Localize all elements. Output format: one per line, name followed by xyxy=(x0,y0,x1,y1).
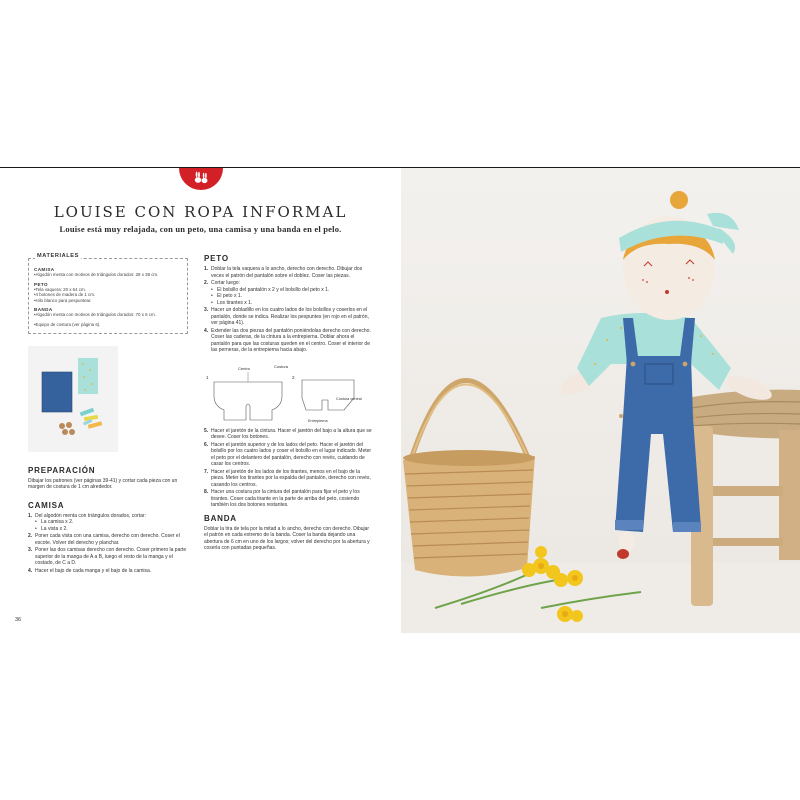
step-bullet: • La vista x 2. xyxy=(35,526,188,533)
fabric-supplies-photo xyxy=(28,346,118,452)
materials-group-head: PETO xyxy=(34,281,49,287)
step-text: Del algodón menta con triángulos dorados, cortar: xyxy=(35,512,146,519)
step-text: Doblar la tela vaquera a lo ancho, derecho con derecho. Dibujar dos veces el patrón del pantalón sobre el doblez. Coser las piezas. xyxy=(211,266,363,279)
step-text: Extender las dos piezas del pantalón poniéndolas derecho con derecho. Coser las caderas, de la cintura a la entrepierna. Doblar ahora el pantalón para que las costuras queden en el centro. Coser el interior de las perneras, de la entrepierna hacia abajo. xyxy=(211,327,371,353)
diagram-label-costura-central: Costura central xyxy=(336,396,362,401)
instruction-step xyxy=(28,513,188,533)
instruction-step xyxy=(204,469,372,489)
diagram-label-costura: Costura xyxy=(274,363,289,369)
step-text: Hacer el jaretón de los lados de los tirantes, menos en el bajo de la pieza. Meter los tirantes por la espalda del pantalón, derecho con revés, casando los centros. xyxy=(211,468,371,488)
instruction-step xyxy=(204,266,372,279)
materials-group xyxy=(34,322,182,328)
materials-line: • Algodón menta con motivos de triángulos dorados: 70 x 6 cm. xyxy=(34,312,182,318)
rabbit-logo-icon xyxy=(192,171,210,185)
instruction-step xyxy=(204,442,372,468)
instruction-step xyxy=(204,280,372,306)
camisa-heading: CAMISA xyxy=(28,500,65,510)
diagram-label-2: 2 xyxy=(292,374,295,380)
peto-steps-a xyxy=(204,266,372,354)
instruction-step xyxy=(28,533,188,546)
materials-group-head: CAMISA xyxy=(34,267,55,272)
step-number: 5. xyxy=(204,427,209,434)
left-page xyxy=(0,168,401,633)
step-number: 1. xyxy=(28,512,33,519)
pattern-piece-2 xyxy=(302,380,354,410)
materials-group xyxy=(34,307,182,318)
step-number: 2. xyxy=(204,280,209,286)
step-text: Hacer el jaretón superior y de los lados del peto. Hacer el jaretón del bolsillo por los cuatro lados y coser el bolsillo en el lugar indicado. Meter el peto por el delantero del pantalón, derecho con revés, cuidando de casar los centros. xyxy=(211,441,372,467)
step-number: 3. xyxy=(28,547,33,554)
step-text: Poner cada vista con una camisa, derecho con derecho. Coser el escote. Volver del derecho y planchar. xyxy=(35,533,180,546)
preparacion-text: Dibujar los patrones (ver páginas 39-41) y cortar cada pieza con un margen de costura de 1 cm alrededor. xyxy=(28,477,178,491)
materials-legend: MATERIALES xyxy=(37,253,79,259)
camisa-steps xyxy=(28,513,188,575)
page-subtitle: Louise está muy relajada, con un peto, una camisa y una banda en el pelo. xyxy=(59,224,342,234)
step-text: Hacer el jaretón de la cintura. Hacer el jaretón del bajo a la altura que se desee. Coser los botones. xyxy=(211,427,372,440)
materials-line: • Algodón menta con motivos de triángulos dorados: 28 x 38 cm. xyxy=(34,272,182,278)
step-number: 4. xyxy=(28,567,33,574)
step-number: 1. xyxy=(204,266,209,272)
step-text: Hacer una costura por la cintura del pantalón para fijar el peto y los tirantes. Coser cada tirante en la parte de arriba del peto, cosiendo también los dos botones restantes. xyxy=(211,489,360,508)
instruction-step xyxy=(28,547,188,567)
step-number: 8. xyxy=(204,489,209,495)
banda-section xyxy=(204,514,372,552)
step-bullet: • El peto x 1. xyxy=(211,293,372,300)
book-spread xyxy=(0,167,800,632)
left-column xyxy=(28,254,188,575)
materials-box xyxy=(28,253,188,334)
step-number: 3. xyxy=(204,307,209,313)
step-text: Poner las dos camisas derecho con derecho. Coser primero la parte superior de la manga de A a B, luego el resto de la manga y el costado, de C a D. xyxy=(35,547,187,567)
page-number: 36 xyxy=(15,617,22,623)
step-bullet: • Los tirantes x 1. xyxy=(211,300,372,307)
step-text: Hacer un dobladillo en los cuatro lados de los bolsillos y coserlos en el pantalón, donde se indica. Realizar los pespuntes (en rojo en el patrón, ver página 41). xyxy=(211,307,369,326)
step-number: 6. xyxy=(204,441,209,448)
right-column xyxy=(204,254,372,552)
page-title: LOUISE CON ROPA INFORMAL xyxy=(53,203,348,221)
banda-heading: BANDA xyxy=(204,513,237,523)
doll-photo xyxy=(401,168,800,633)
peto-heading: PETO xyxy=(204,254,229,263)
materials-group xyxy=(34,282,182,304)
step-bullet: • El bolsillo del pantalón x 2 y el bolsillo del peto x 1. xyxy=(211,287,372,294)
materials-line: • 4 botones de madera de 1 cm. xyxy=(34,292,182,298)
instruction-step xyxy=(204,307,372,327)
step-number: 7. xyxy=(204,468,209,475)
materials-line: • Hilo blanco para pespuntear. xyxy=(34,298,182,304)
materials-group xyxy=(34,267,182,278)
camisa-section xyxy=(28,501,188,575)
banda-text: Doblar la tira de tela por la mitad a lo ancho, derecho con derecho. Dibujar el patrón en cada extremo de la banda. Coser la banda dejando una abertura de 6 cm en uno de los largos; volver del derecho por la abertura y coserla con puntadas pequeñas. xyxy=(204,525,370,552)
instruction-step xyxy=(204,428,372,441)
diagram-label-1: 1 xyxy=(206,374,209,380)
pattern-diagram xyxy=(204,360,372,424)
materials-line: • Equipo de costura (ver página 6). xyxy=(34,322,182,328)
diagram-label-centro: Centro xyxy=(238,365,251,371)
step-bullet: • La camisa x 2. xyxy=(35,519,188,526)
step-number: 2. xyxy=(28,533,33,540)
instruction-step xyxy=(204,328,372,354)
materials-line: • Tela vaquera: 20 x 64 cm. xyxy=(34,287,182,293)
preparacion-heading: PREPARACIÓN xyxy=(28,465,96,475)
peto-steps-b xyxy=(204,428,372,509)
step-text: Cortar luego: xyxy=(211,280,240,286)
preparacion-section xyxy=(28,466,188,491)
instruction-step xyxy=(204,489,372,509)
step-text: Hacer el bajo de cada manga y el bajo de la camisa. xyxy=(35,567,152,574)
step-number: 4. xyxy=(204,327,209,334)
instruction-step xyxy=(28,568,188,575)
chapter-badge xyxy=(179,168,223,190)
diagram-label-entrepierna: Entrepierna xyxy=(308,418,328,423)
materials-group-head: BANDA xyxy=(34,307,53,313)
pattern-piece-1 xyxy=(214,382,282,420)
